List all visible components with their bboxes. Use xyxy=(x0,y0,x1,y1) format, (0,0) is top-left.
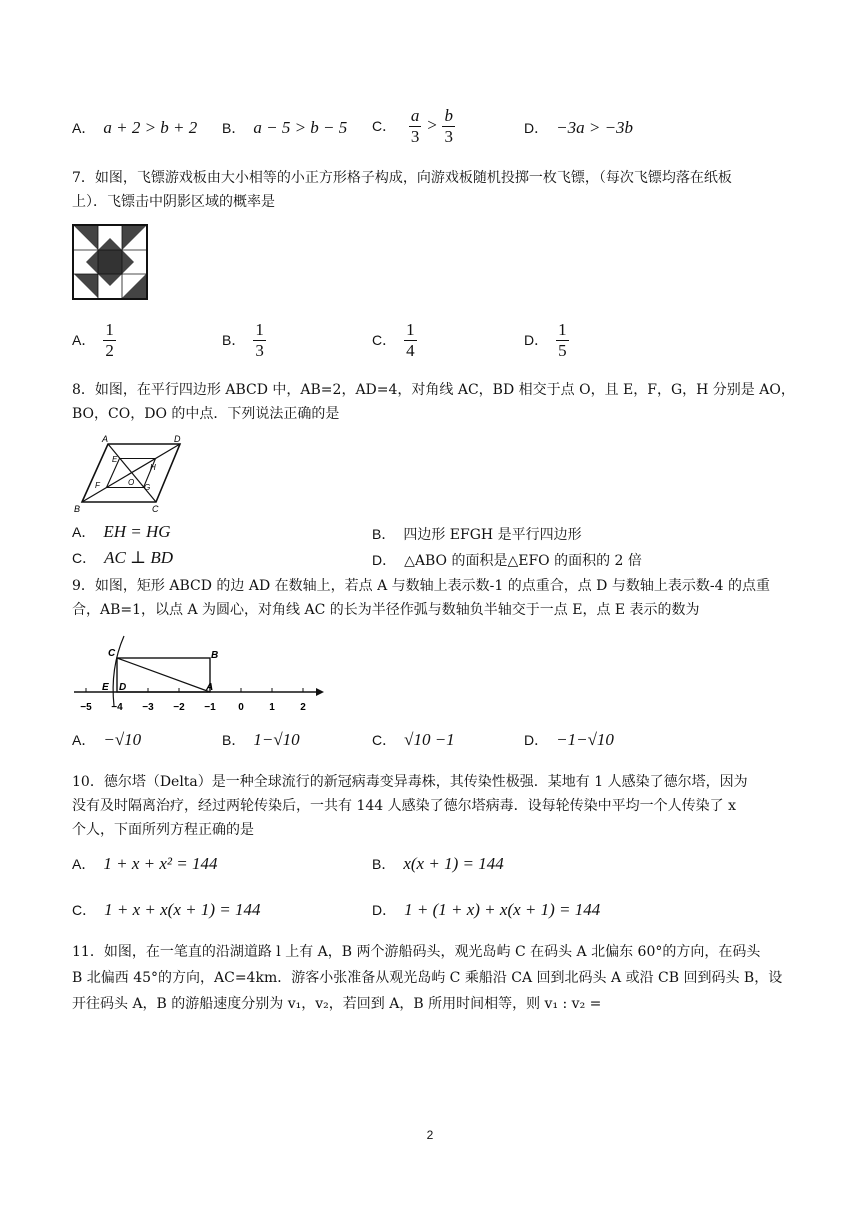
q9-number-line-figure xyxy=(72,628,324,716)
q9-tick-label: −1 xyxy=(204,702,216,713)
q7-option-b: B． $\frac{1}{3}$ xyxy=(222,320,264,360)
q9-option-a: A． −√10 xyxy=(72,730,142,749)
q9-option-c: C． √10 −1 xyxy=(372,730,455,749)
q6-option-c: C． $\frac{a}{3}$ > $\frac{b}{3}$ xyxy=(372,106,453,146)
q9-tick-label: 0 xyxy=(238,702,244,713)
q8-option-d: D． △ABO 的面积是△EFO 的面积的 2 倍 xyxy=(372,552,642,569)
q9-text-line2: 合，AB=1，以点 A 为圆心，对角线 AC 的长为半径作弧与数轴负半轴交于一点 E，点 E 表示的数为 xyxy=(72,602,700,618)
q11-text-line1: 11．如图，在一笔直的沿湖道路 l 上有 A，B 两个游船码头，观光岛屿 C 在码头 A 北偏东 60°的方向，在码头 xyxy=(72,944,761,960)
q8-text-line1: 8．如图，在平行四边形 ABCD 中，AB=2，AD=4，对角线 AC，BD 相交于点 O，且 E，F，G，H 分别是 AO， xyxy=(72,382,795,398)
q7-option-a: A． $\frac{1}{2}$ xyxy=(72,320,114,360)
q10-option-b: B． x(x + 1) = 144 xyxy=(372,854,504,873)
q10-option-c: C． 1 + x + x(x + 1) = 144 xyxy=(72,900,261,919)
q7-text-line2: 上）．飞镖击中阴影区域的概率是 xyxy=(72,194,275,210)
q10-text-line1: 10．德尔塔（Delta）是一种全球流行的新冠病毒变异毒株，其传染性极强．某地有 1 人感染了德尔塔，因为 xyxy=(72,774,748,790)
page-number: 2 xyxy=(426,1128,434,1142)
q7-text-line1: 7．如图，飞镖游戏板由大小相等的小正方形格子构成，向游戏板随机投掷一枚飞镖，（每次飞镖均落在纸板 xyxy=(72,170,732,186)
q8-label-d: D xyxy=(174,434,181,444)
q9-text-line1: 9．如图，矩形 ABCD 的边 AD 在数轴上，若点 A 与数轴上表示数-1 的点重合，点 D 与数轴上表示数-4 的点重 xyxy=(72,578,770,594)
q10-option-d: D． 1 + (1 + x) + x(x + 1) = 144 xyxy=(372,900,601,919)
q8-label-o: O xyxy=(128,478,135,487)
q8-parallelogram-figure xyxy=(72,432,192,512)
q8-label-g: G xyxy=(144,483,151,492)
q11-text-line2: B 北偏西 45°的方向，AC=4km．游客小张准备从观光岛屿 C 乘船沿 CA 回到北码头 A 或沿 CB 回到码头 B，设 xyxy=(72,970,783,986)
q9-label-e: E xyxy=(102,682,109,693)
q9-option-d: D． −1−√10 xyxy=(524,730,614,749)
q8-label-b: B xyxy=(74,504,81,512)
q8-option-c: C． AC ⊥ BD xyxy=(72,548,173,567)
q8-label-a: A xyxy=(102,434,109,444)
q10-text-line2: 没有及时隔离治疗，经过两轮传染后，一共有 144 人感染了德尔塔病毒．设每轮传染中平均一个人传染了 x xyxy=(72,798,736,814)
q8-label-e: E xyxy=(112,455,118,464)
q9-option-b: B． 1−√10 xyxy=(222,730,300,749)
q9-tick-label: −5 xyxy=(80,702,92,713)
q6-option-a: A． a + 2 > b + 2 xyxy=(72,118,198,137)
q8-label-f: F xyxy=(95,481,100,490)
q9-label-b: B xyxy=(211,650,219,661)
q9-label-a: A xyxy=(206,682,214,693)
q6-option-d: D． −3a > −3b xyxy=(524,118,634,137)
q8-label-c: C xyxy=(152,504,159,512)
q10-text-line3: 个人，下面所列方程正确的是 xyxy=(72,822,254,838)
q9-label-c: C xyxy=(108,648,116,659)
q8-option-b: B． 四边形 EFGH 是平行四边形 xyxy=(372,526,582,543)
q9-tick-label: 1 xyxy=(269,702,275,713)
q10-option-a: A． 1 + x + x² = 144 xyxy=(72,854,218,873)
q11-text-line3: 开往码头 A，B 的游船速度分别为 v₁，v₂，若回到 A，B 所用时间相等，则 v₁ : v₂ = xyxy=(72,996,602,1012)
q9-tick-label: −4 xyxy=(111,702,123,713)
q7-option-c: C． $\frac{1}{4}$ xyxy=(372,320,415,360)
q9-tick-label: −3 xyxy=(142,702,154,713)
q8-label-h: H xyxy=(150,463,156,472)
q8-option-a: A． EH = HG xyxy=(72,522,171,541)
q6-option-b: B． a − 5 > b − 5 xyxy=(222,118,348,137)
q7-option-d: D． $\frac{1}{5}$ xyxy=(524,320,567,360)
q7-dartboard-figure xyxy=(72,224,148,300)
q9-tick-label: −2 xyxy=(173,702,185,713)
q9-tick-label: 2 xyxy=(300,702,306,713)
q8-text-line2: BO，CO，DO 的中点．下列说法正确的是 xyxy=(72,406,340,422)
q9-label-d: D xyxy=(119,682,127,693)
